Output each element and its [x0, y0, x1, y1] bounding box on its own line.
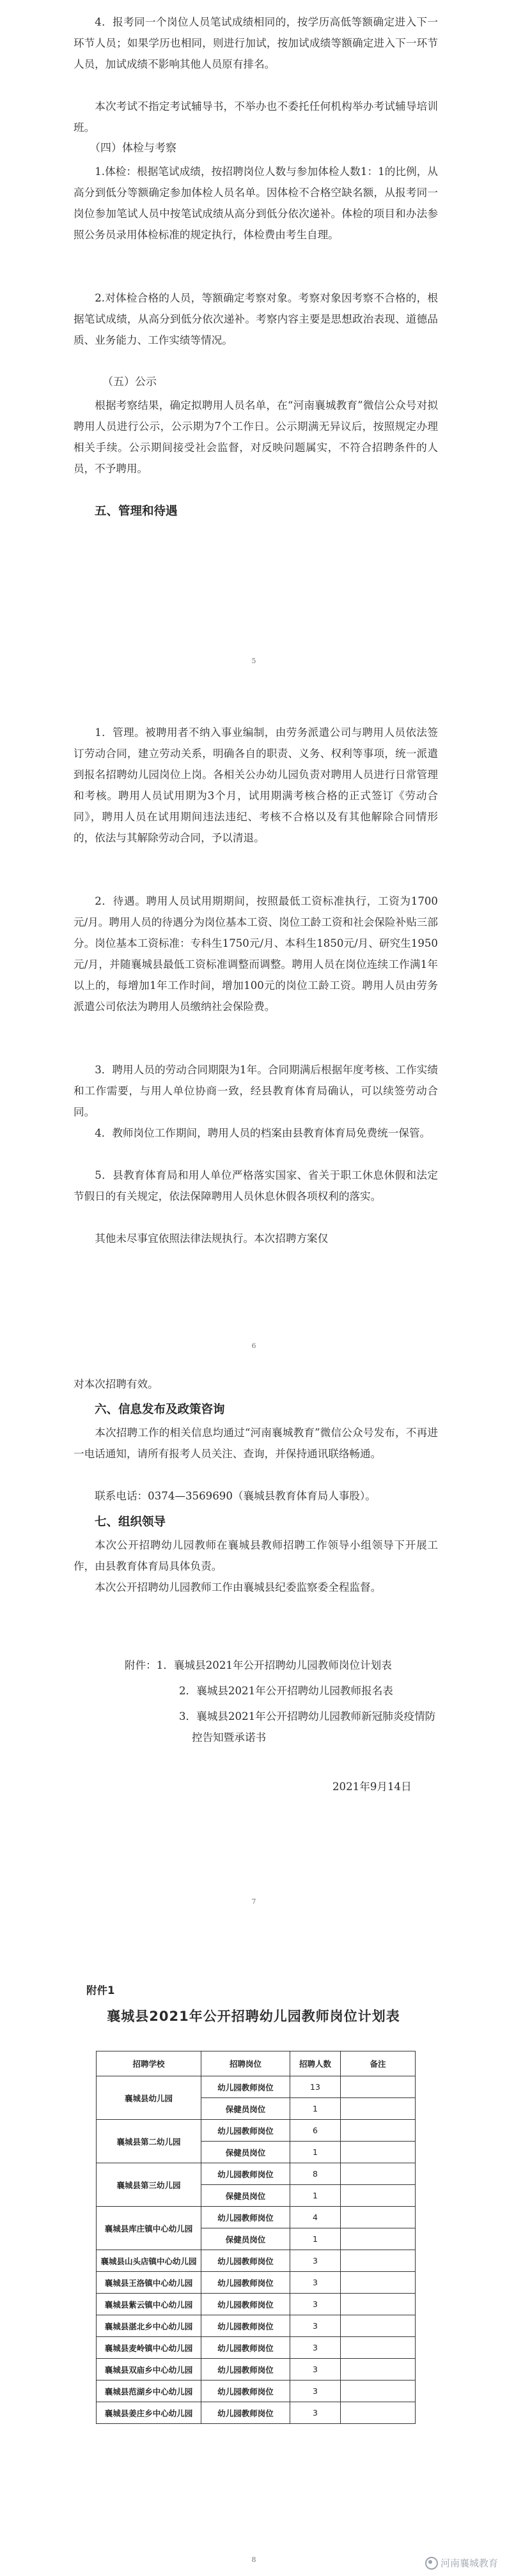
cell-remarks [341, 2098, 416, 2120]
cell-school: 襄城县姜庄乡中心幼儿园 [97, 2402, 201, 2424]
cell-post: 幼儿园教师岗位 [201, 2315, 290, 2337]
cell-post: 幼儿园教师岗位 [201, 2207, 290, 2228]
paragraph-inspection: 2.对体检合格的人员，等额确定考察对象。考察对象因考察不合格的，根据笔试成绩，从高分到低分依次递补。考察内容主要是思想政治表现、道德品质、业务能力、工作实绩等情况。 [74, 292, 438, 346]
paragraph-leave-rights: 5．县教育体育局和用人单位严格落实国家、省关于职工休息休假和法定节假日的有关规定，依法保障聘用人员休息休假各项权利的落实。 [74, 1169, 438, 1202]
table-row [97, 2207, 416, 2228]
attachment-list-item-3: 3．襄城县2021年公开招聘幼儿园教师新冠肺炎疫情防 [179, 1710, 436, 1722]
cell-remarks [341, 2294, 416, 2315]
cell-count: 1 [290, 2185, 341, 2207]
cell-count: 4 [290, 2207, 341, 2228]
table-row [97, 2380, 416, 2402]
cell-school: 襄城县王洛镇中心幼儿园 [97, 2272, 201, 2294]
section-heading-management: 五、管理和待遇 [95, 505, 178, 518]
section-heading-publicity: （五）公示 [102, 376, 157, 388]
cell-post: 幼儿园教师岗位 [201, 2337, 290, 2359]
table-row [97, 2315, 416, 2337]
cell-remarks [341, 2076, 416, 2098]
page-number: 7 [251, 1897, 256, 1906]
cell-remarks [341, 2142, 416, 2163]
document-page-3 [0, 1367, 507, 1917]
cell-post: 幼儿园教师岗位 [201, 2120, 290, 2142]
cell-remarks [341, 2250, 416, 2272]
paragraph-no-tutoring: 本次考试不指定考试辅导书，不举办也不委托任何机构举办考试辅导培训班。 [74, 100, 438, 134]
cell-school: 襄城县湛北乡中心幼儿园 [97, 2315, 201, 2337]
cell-post: 幼儿园教师岗位 [201, 2163, 290, 2185]
cell-school: 襄城县紫云镇中心幼儿园 [97, 2294, 201, 2315]
document-date: 2021年9月14日 [332, 1781, 412, 1793]
paragraph-supervision: 本次公开招聘幼儿园教师工作由襄城县纪委监察委全程监督。 [95, 1581, 382, 1593]
cell-count: 8 [290, 2163, 341, 2185]
paragraph-other-matters: 其他未尽事宜依照法律法规执行。本次招聘方案仅 [95, 1232, 329, 1245]
table-title: 襄城县2021年公开招聘幼儿园教师岗位计划表 [107, 2009, 400, 2024]
cell-count: 6 [290, 2120, 341, 2142]
document-page-2 [0, 677, 507, 1367]
cell-remarks [341, 2163, 416, 2185]
paragraph-management: 1．管理。被聘用者不纳入事业编制，由劳务派遣公司与聘用人员依法签订劳动合同，建立劳动关系，明确各自的职责、义务、权利等事项，统一派遣到报名招聘幼儿园岗位上岗。各相关公办幼儿园负责对聘用人员进行日常管理和考核。聘用人员试用期为3个月，试用期满考核合格的正式签订《劳动合同》，聘用人员在试用期间违法违纪、考核不合格以及有其他解除合同情形的，依法与其解除劳动合同，予以清退。 [74, 726, 438, 844]
cell-count: 1 [290, 2142, 341, 2163]
cell-count: 3 [290, 2315, 341, 2337]
cell-post: 幼儿园教师岗位 [201, 2380, 290, 2402]
table-row [97, 2120, 416, 2142]
cell-post: 幼儿园教师岗位 [201, 2294, 290, 2315]
page-number: 6 [251, 1342, 256, 1350]
cell-count: 3 [290, 2294, 341, 2315]
recruitment-plan-table [96, 2051, 416, 2424]
paragraph-salary: 2．待遇。聘用人员试用期期间，按照最低工资标准执行，工资为1700元/月。聘用人员的待遇分为岗位基本工资、岗位工龄工资和社会保险补贴三部分。岗位基本工资标准：专科生1750元/月、本科生1850元/月、研究生1950元/月，并随襄城县最低工资标准调整而调整。聘用人员在岗位连续工作满1年以上的，每增加1年工作时间，增加100元的岗位工龄工资。聘用人员由劳务派遣公司依法为聘用人员缴纳社会保险费。 [74, 895, 438, 1013]
cell-remarks [341, 2402, 416, 2424]
cell-remarks [341, 2228, 416, 2250]
cell-count: 3 [290, 2402, 341, 2424]
table-row [97, 2359, 416, 2380]
table-row [97, 2076, 416, 2098]
account-logo-icon [425, 2557, 438, 2570]
cell-school: 襄城县范湖乡中心幼儿园 [97, 2380, 201, 2402]
page-number: 5 [251, 657, 256, 665]
cell-remarks [341, 2207, 416, 2228]
cell-count: 3 [290, 2272, 341, 2294]
section-heading-organization: 七、组织领导 [95, 1515, 166, 1529]
cell-post: 幼儿园教师岗位 [201, 2250, 290, 2272]
paragraph-physical-exam: 1.体检：根据笔试成绩，按招聘岗位人数与参加体检人数1：1的比例，从高分到低分等额确定参加体检人员名单。因体检不合格空缺名额，从报考同一岗位参加笔试人员中按笔试成绩从高分到低分依次递补。体检的项目和办法参照公务员录用体检标准的规定执行，体检费由考生自理。 [74, 165, 438, 241]
cell-school: 襄城县双庙乡中心幼儿园 [97, 2359, 201, 2380]
cell-school: 襄城县麦岭镇中心幼儿园 [97, 2337, 201, 2359]
watermark [425, 2556, 498, 2570]
paragraph-info-release: 本次招聘工作的相关信息均通过“河南襄城教育”微信公众号发布，不再进一电话通知，请所有报考人员关注、查询，并保持通讯联络畅通。 [74, 1427, 438, 1460]
table-row [97, 2294, 416, 2315]
cell-count: 3 [290, 2380, 341, 2402]
table-row [97, 2337, 416, 2359]
paragraph-contact-phone: 联系电话：0374—3569690（襄城县教育体育局人事股）。 [95, 1490, 376, 1502]
section-heading-physical-exam: （四）体检与考察 [90, 142, 176, 155]
column-header-count: 招聘人数 [290, 2051, 341, 2076]
cell-post: 保健员岗位 [201, 2142, 290, 2163]
cell-post: 保健员岗位 [201, 2185, 290, 2207]
cell-post: 保健员岗位 [201, 2228, 290, 2250]
document-page-4 [0, 1917, 507, 2576]
table-row [97, 2250, 416, 2272]
cell-remarks [341, 2359, 416, 2380]
section-heading-info-release: 六、信息发布及政策咨询 [95, 1403, 225, 1416]
cell-post: 幼儿园教师岗位 [201, 2402, 290, 2424]
cell-school: 襄城县山头店镇中心幼儿园 [97, 2250, 201, 2272]
column-header-school: 招聘学校 [97, 2051, 201, 2076]
cell-remarks [341, 2380, 416, 2402]
cell-remarks [341, 2272, 416, 2294]
paragraph-publicity: 根据考察结果，确定拟聘用人员名单，在“河南襄城教育”微信公众号对拟聘用人员进行公示，公示期为7个工作日。公示期满无异议后，按照规定办理相关手续。公示期间接受社会监督，对反映问题属实，不符合招聘条件的人员，不予聘用。 [74, 399, 438, 475]
table-row [97, 2402, 416, 2424]
column-header-remarks: 备注 [341, 2051, 416, 2076]
cell-remarks [341, 2337, 416, 2359]
attachment-label: 附件1 [86, 1984, 115, 1997]
attachment-list-item-3-cont: 控告知暨承诺书 [192, 1731, 267, 1744]
cell-count: 13 [290, 2076, 341, 2098]
attachment-list-item-1: 附件：1．襄城县2021年公开招聘幼儿园教师岗位计划表 [125, 1659, 392, 1671]
table-row [97, 2272, 416, 2294]
cell-count: 1 [290, 2228, 341, 2250]
table-row [97, 2163, 416, 2185]
cell-count: 3 [290, 2337, 341, 2359]
paragraph-archives: 4．教师岗位工作期间，聘用人员的档案由县教育体育局免费统一保管。 [95, 1127, 431, 1139]
cell-remarks [341, 2120, 416, 2142]
cell-post: 幼儿园教师岗位 [201, 2272, 290, 2294]
column-header-post: 招聘岗位 [201, 2051, 290, 2076]
paragraph-tie-break: 4．报考同一个岗位人员笔试成绩相同的，按学历高低等额确定进入下一环节人员；如果学历也相同，则进行加试，按加试成绩等额确定进入下一环节人员，加试成绩不影响其他人员原有排名。 [74, 16, 438, 70]
cell-school: 襄城县幼儿园 [97, 2076, 201, 2120]
cell-count: 3 [290, 2359, 341, 2380]
cell-count: 1 [290, 2098, 341, 2120]
table-header-row [97, 2051, 416, 2076]
page-number: 8 [251, 2556, 256, 2564]
document-page-1 [0, 0, 507, 677]
attachment-list-item-2: 2．襄城县2021年公开招聘幼儿园教师报名表 [179, 1685, 393, 1697]
cell-post: 幼儿园教师岗位 [201, 2359, 290, 2380]
paragraph-continued: 对本次招聘有效。 [74, 1378, 159, 1390]
paragraph-organization-lead: 本次公开招聘幼儿园教师在襄城县教师招聘工作领导小组领导下开展工作，由县教育体育局具体负责。 [74, 1539, 438, 1572]
cell-school: 襄城县第二幼儿园 [97, 2120, 201, 2163]
cell-remarks [341, 2185, 416, 2207]
cell-school: 襄城县库庄镇中心幼儿园 [97, 2207, 201, 2250]
cell-post: 保健员岗位 [201, 2098, 290, 2120]
cell-post: 幼儿园教师岗位 [201, 2076, 290, 2098]
paragraph-contract-term: 3．聘用人员的劳动合同期限为1年。合同期满后根据年度考核、工作实绩和工作需要，与用人单位协商一致，经县教育体育局确认，可以续签劳动合同。 [74, 1064, 438, 1118]
cell-count: 3 [290, 2250, 341, 2272]
watermark-text: 河南襄城教育 [440, 2557, 498, 2569]
cell-remarks [341, 2315, 416, 2337]
cell-school: 襄城县第三幼儿园 [97, 2163, 201, 2207]
